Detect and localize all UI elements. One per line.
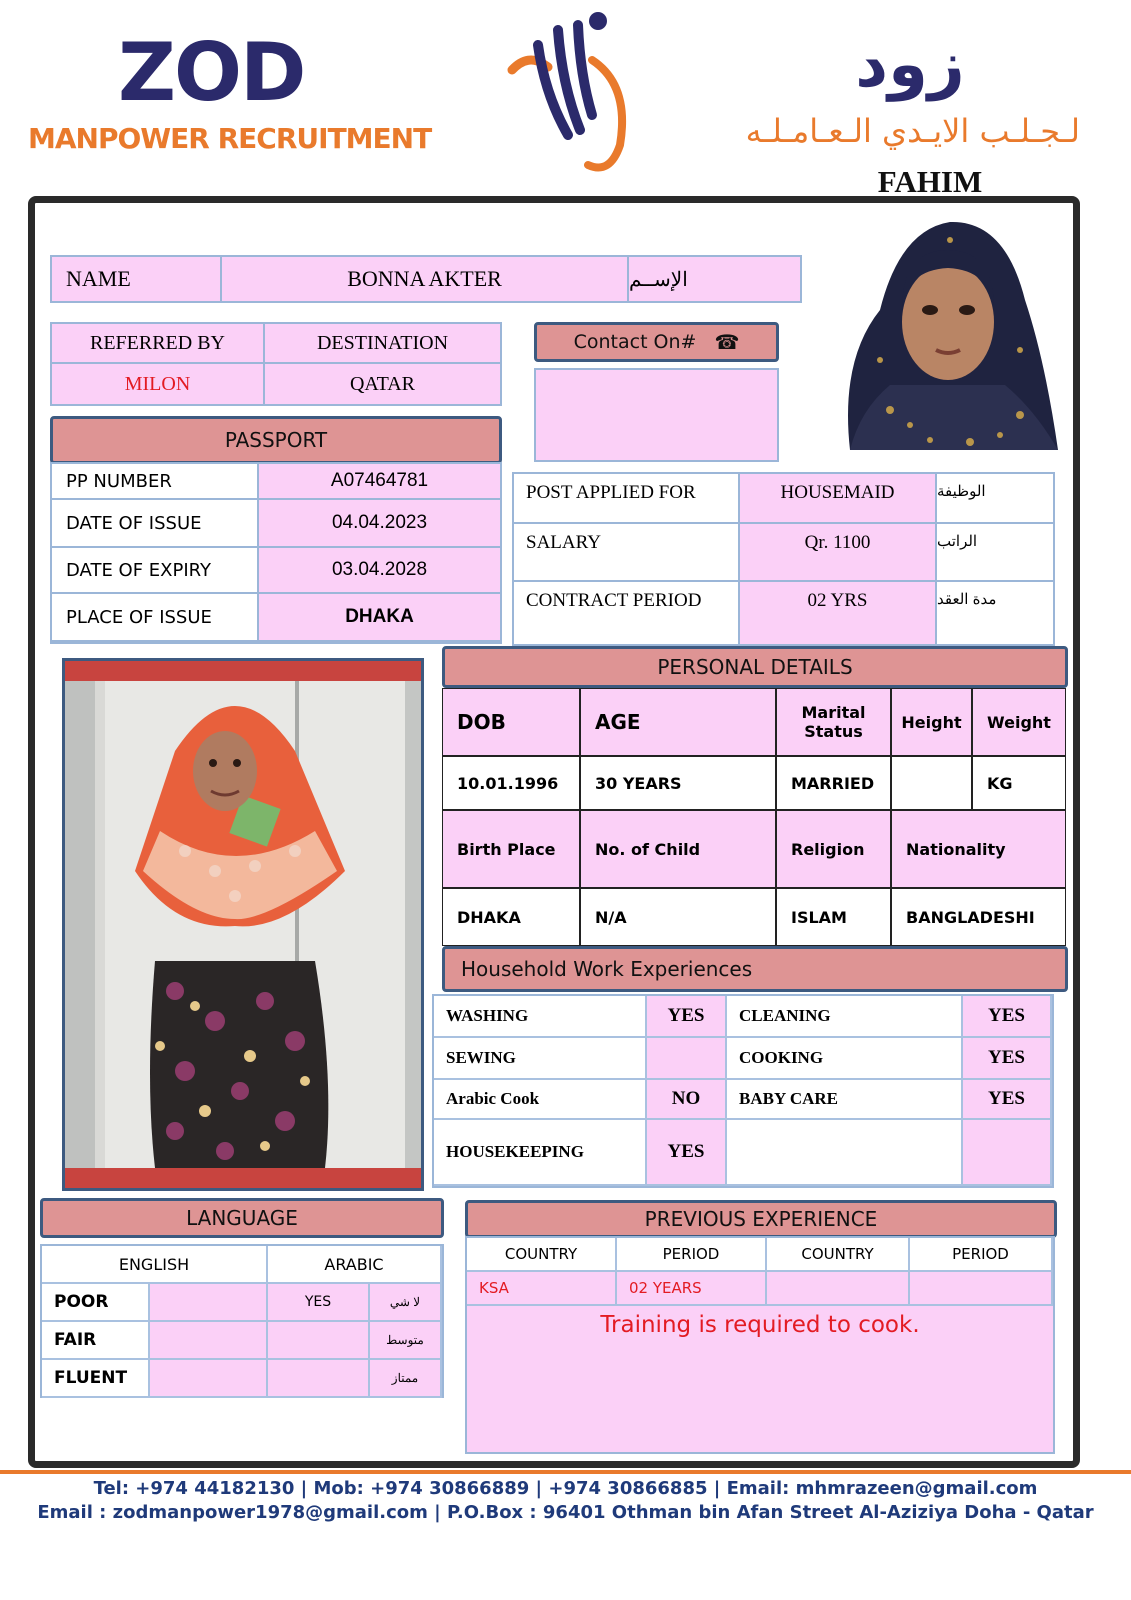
personal-value-2: MARRIED [776,756,891,810]
footer-line-1: Tel: +974 44182130 | Mob: +974 30866889 | +974 30866885 | Email: mhmrazeen@gmail.com [93,1478,1038,1499]
household-val1-3: YES [647,1120,727,1186]
household-skill1-1: SEWING [434,1038,647,1080]
previous-header-3: PERIOD [910,1238,1053,1272]
name-label: NAME [66,266,131,291]
language-english-2 [150,1360,268,1398]
language-header: LANGUAGE [40,1198,444,1238]
language-arabic-level-0: لا شي [370,1284,442,1322]
personal-value-3 [891,756,972,810]
language-english-1 [150,1322,268,1360]
brand-logo-text: ZOD [118,26,305,119]
training-note: Training is required to cook. [600,1312,920,1338]
previous-header-2: COUNTRY [767,1238,910,1272]
personal-value2-0: DHAKA [442,888,580,946]
personal-header-4: Weight [972,688,1066,756]
contact-value-box [534,368,779,462]
arabic-brand: زود [855,28,965,102]
contact-header [534,322,779,362]
language-arabic-1 [268,1322,370,1360]
personal-header-2: Marital Status [776,688,891,756]
household-skill1-3: HOUSEKEEPING [434,1120,647,1186]
previous-value-2 [767,1272,910,1306]
job-label-1: SALARY [526,532,601,553]
personal-header2-0: Birth Place [442,810,580,888]
previous-value-0: KSA [467,1272,617,1306]
household-header [442,946,1068,992]
language-arabic-level-2: ممتاز [370,1360,442,1398]
destination-value: QATAR [349,372,416,395]
language-arabic-0: YES [268,1284,370,1322]
personal-value2-2: ISLAM [776,888,891,946]
household-val2-0: YES [963,996,1052,1038]
personal-header-0: DOB [442,688,580,756]
previous-header-1: PERIOD [617,1238,767,1272]
footer-line-2: Email : zodmanpower1978@gmail.com | P.O.Box : 96401 Othman bin Afan Street Al-Aziziya Doha - Qatar [37,1502,1094,1523]
personal-value-1: 30 YEARS [580,756,776,810]
household-title: Household Work Experiences [461,957,753,981]
job-arabic-1: الراتب [937,533,978,550]
household-skill1-0: WASHING [434,996,647,1038]
household-val2-3 [963,1120,1052,1186]
portrait-photo [830,210,1062,450]
household-skill2-0: CLEANING [727,996,963,1038]
passport-value-0: A07464781 [259,464,500,500]
agent-name: FAHIM [877,164,983,199]
full-body-photo [62,658,424,1191]
passport-value-3: DHAKA [259,594,500,642]
name-value: BONNA AKTER [347,266,502,291]
job-arabic-0: الوظيفة [937,483,986,500]
language-col-english: ENGLISH [42,1246,268,1284]
referred-by-label: REFERRED BY [89,331,226,354]
footer-divider [0,1470,1131,1474]
previous-experience-header: PREVIOUS EXPERIENCE [465,1200,1057,1238]
personal-header2-1: No. of Child [580,810,776,888]
household-skill2-3 [727,1120,963,1186]
language-col-arabic: ARABIC [268,1246,442,1284]
previous-value-3 [910,1272,1053,1306]
referred-by-value: MILON [124,372,191,395]
personal-value-0: 10.01.1996 [442,756,580,810]
phone-icon: ☎ [714,330,740,354]
passport-label-3: PLACE OF ISSUE [52,594,259,642]
personal-value2-3: BANGLADESHI [891,888,1066,946]
household-skill1-2: Arabic Cook [434,1080,647,1120]
personal-header-1: AGE [580,688,776,756]
passport-label-2: DATE OF EXPIRY [52,548,259,594]
language-arabic-2 [268,1360,370,1398]
passport-label-1: DATE OF ISSUE [52,500,259,548]
job-value-1: Qr. 1100 [804,532,871,553]
household-val2-1: YES [963,1038,1052,1080]
personal-header2-3: Nationality [891,810,1066,888]
passport-header: PASSPORT [50,416,502,464]
arabic-tagline: لـجـلـب الايـدي الـعـامـلـه [745,112,1080,150]
language-level-1: FAIR [42,1322,150,1360]
household-val1-0: YES [647,996,727,1038]
passport-value-2: 03.04.2028 [259,548,500,594]
brand-tagline: MANPOWER RECRUITMENT [28,122,432,155]
language-level-2: FLUENT [42,1360,150,1398]
contact-label: Contact On# [573,331,697,353]
language-english-0 [150,1284,268,1322]
passport-label-0: PP NUMBER [52,464,259,500]
household-skill2-2: BABY CARE [727,1080,963,1120]
personal-details-header: PERSONAL DETAILS [442,646,1068,688]
company-emblem [500,5,650,180]
job-value-0: HOUSEMAID [780,482,895,503]
personal-header-3: Height [891,688,972,756]
household-val1-2: NO [647,1080,727,1120]
household-val2-2: YES [963,1080,1052,1120]
destination-label: DESTINATION [316,331,449,354]
name-arabic-label: الإســم [629,268,688,291]
job-label-2: CONTRACT PERIOD [526,590,702,611]
passport-value-1: 04.04.2023 [259,500,500,548]
language-arabic-level-1: متوسط [370,1322,442,1360]
language-level-0: POOR [42,1284,150,1322]
household-val1-1 [647,1038,727,1080]
personal-value-4: KG [972,756,1066,810]
job-label-0: POST APPLIED FOR [526,482,696,503]
household-skill2-1: COOKING [727,1038,963,1080]
personal-value2-1: N/A [580,888,776,946]
job-arabic-2: مدة العقد [937,591,997,608]
personal-header2-2: Religion [776,810,891,888]
previous-value-1: 02 YEARS [617,1272,767,1306]
previous-header-0: COUNTRY [467,1238,617,1272]
job-value-2: 02 YRS [807,590,868,611]
